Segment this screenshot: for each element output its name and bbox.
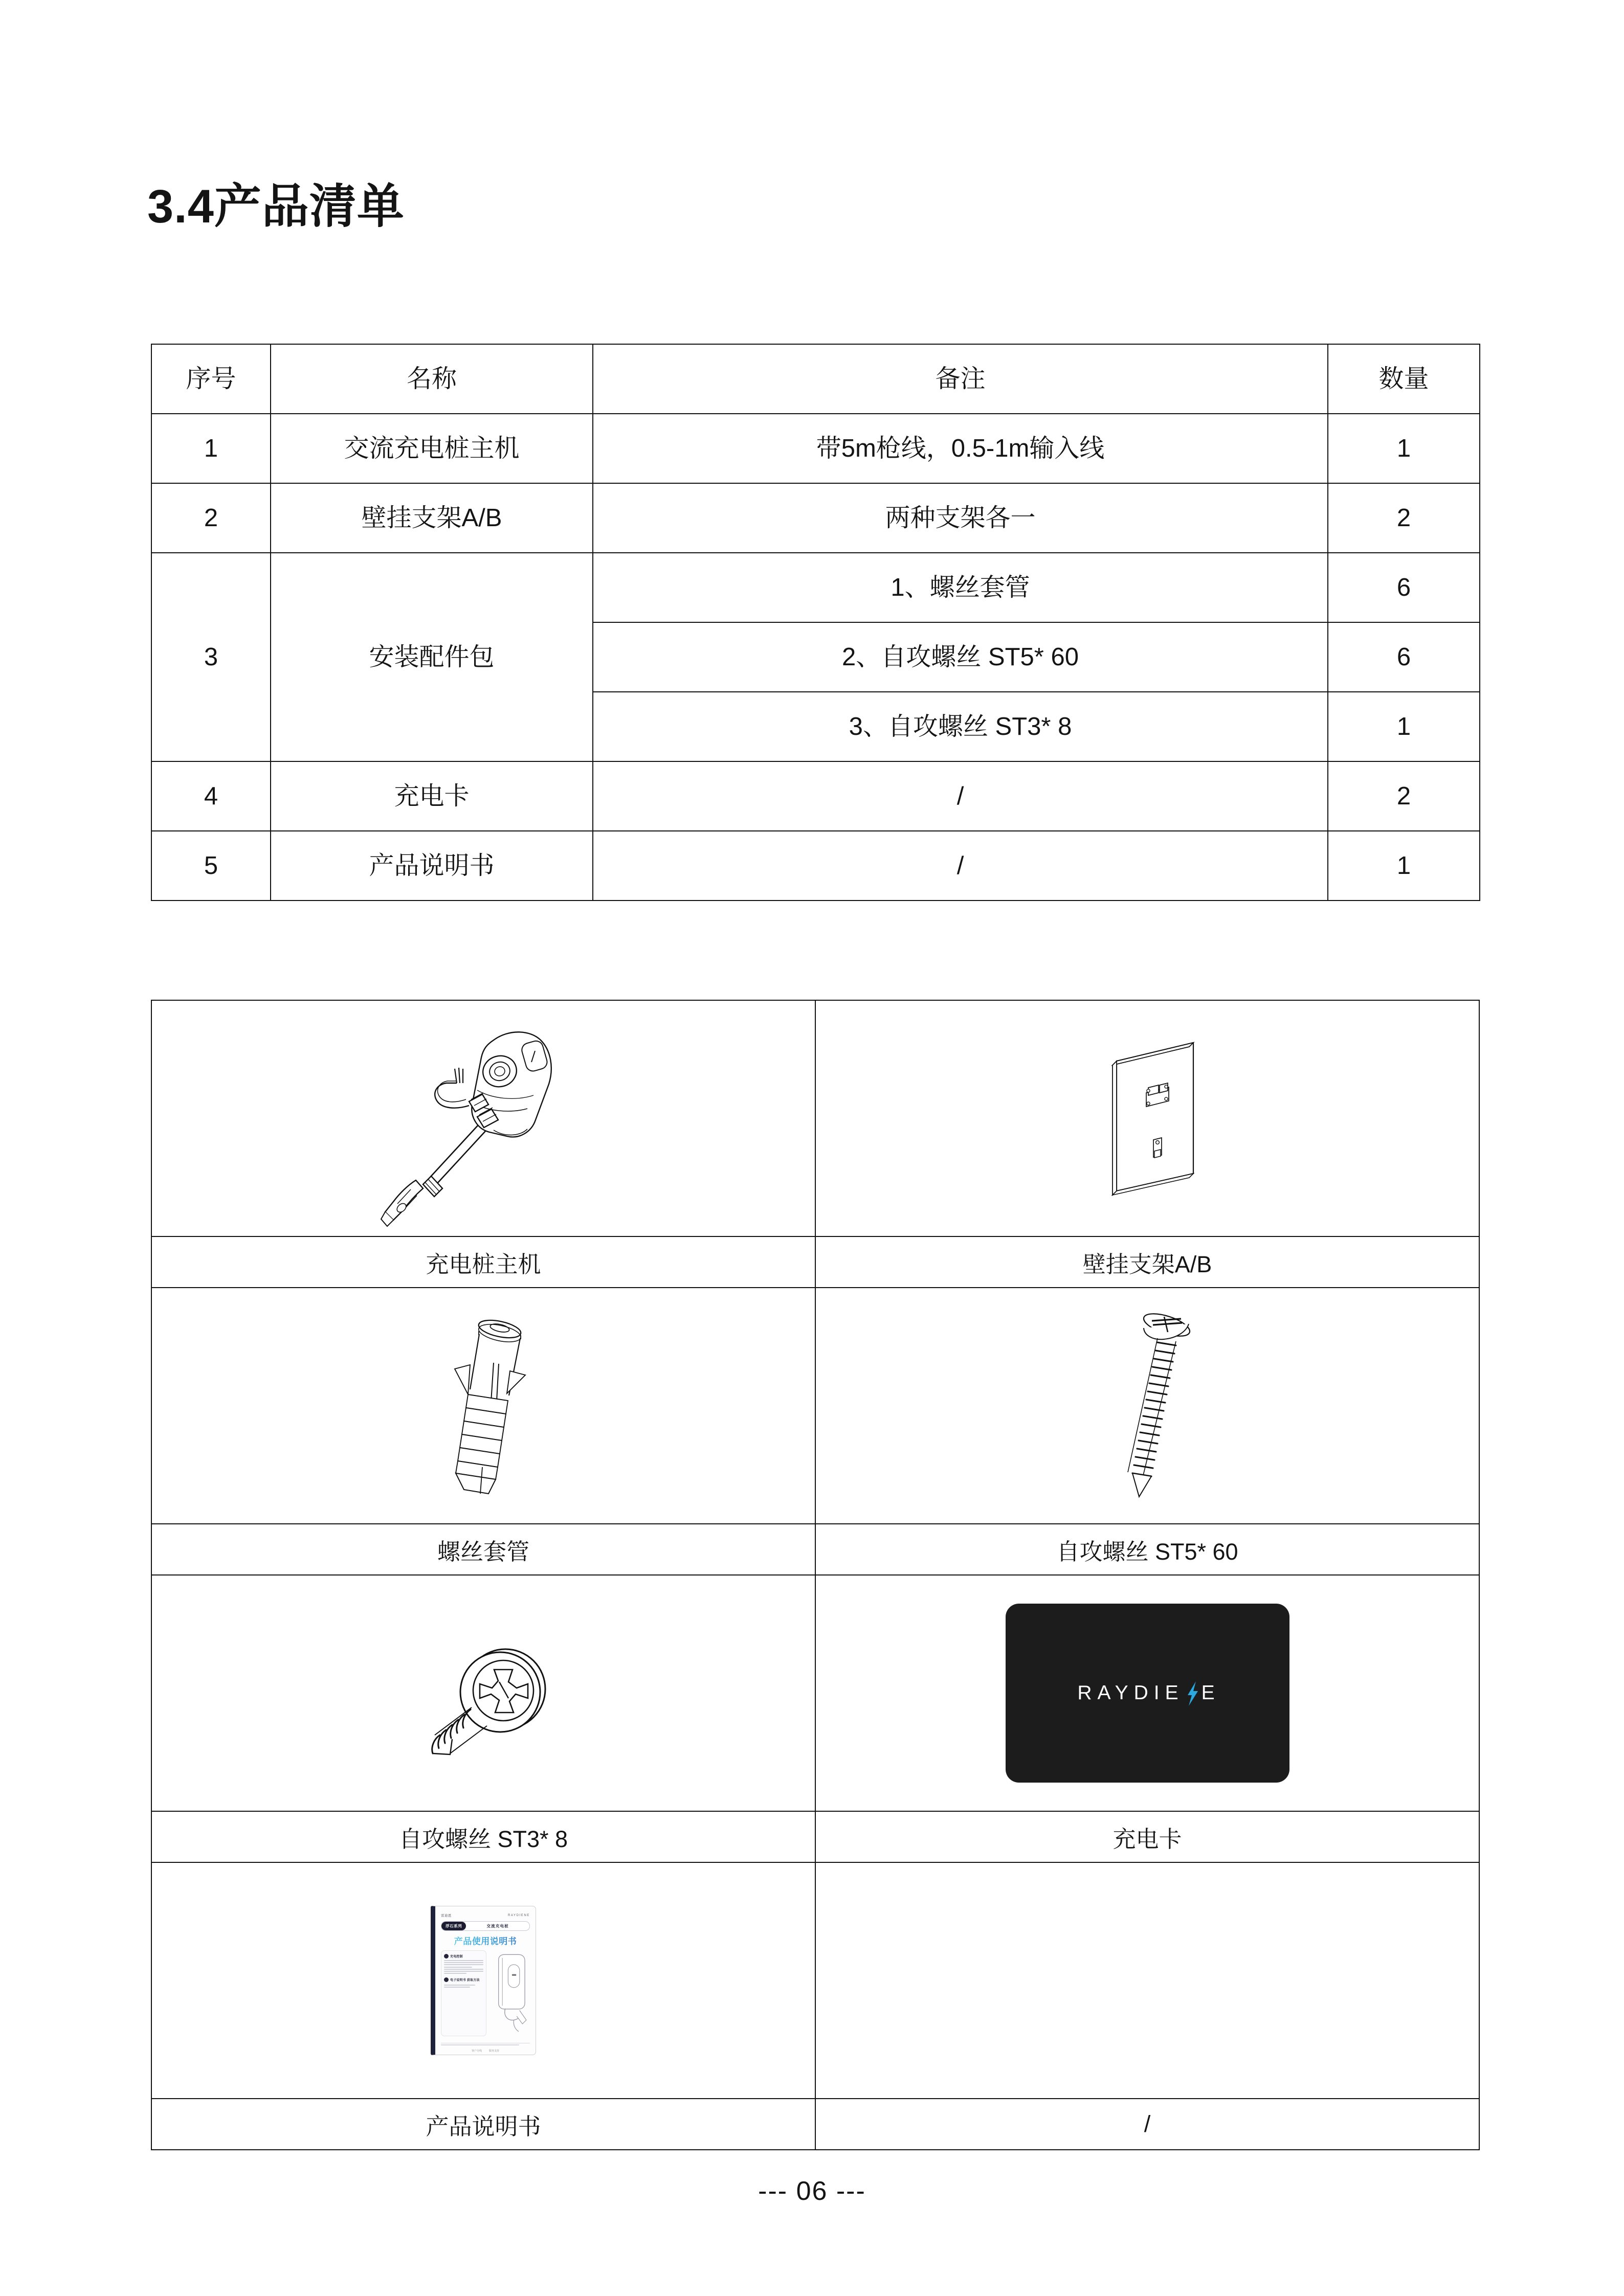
manual-brand-en: RAYDIENE bbox=[507, 1914, 530, 1917]
charge-control-icon bbox=[444, 1954, 449, 1959]
table-header-row bbox=[151, 344, 1480, 414]
header-no: 序号 bbox=[151, 344, 271, 414]
cell-remark: 1、螺丝套管 bbox=[593, 553, 1328, 622]
cell-remark: 两种支架各一 bbox=[593, 483, 1328, 553]
cell-qty: 6 bbox=[1328, 553, 1480, 622]
cell-name: 产品说明书 bbox=[271, 831, 593, 901]
manual-series-badge bbox=[441, 1921, 530, 1931]
screw-sleeve-illustration bbox=[152, 1288, 815, 1523]
header-qty: 数量 bbox=[1328, 344, 1480, 414]
cell-no: 3 bbox=[151, 553, 271, 761]
header-name: 名称 bbox=[271, 344, 593, 414]
figure-row bbox=[151, 1575, 1479, 1811]
caption-manual: 产品说明书 bbox=[151, 2099, 815, 2150]
caption-card: 充电卡 bbox=[815, 1811, 1479, 1862]
caption-sleeve: 螺丝套管 bbox=[151, 1524, 815, 1575]
cell-remark: 2、自攻螺丝 ST5* 60 bbox=[593, 622, 1328, 692]
cell-qty: 1 bbox=[1328, 692, 1480, 761]
cell-no: 4 bbox=[151, 761, 271, 831]
cell-qty: 6 bbox=[1328, 622, 1480, 692]
cell-qty: 2 bbox=[1328, 761, 1480, 831]
cell-name: 充电卡 bbox=[271, 761, 593, 831]
page-number: --- 06 --- bbox=[758, 2176, 866, 2206]
cell-name: 壁挂支架A/B bbox=[271, 483, 593, 553]
page-title: 3.4产品清单 bbox=[147, 181, 405, 233]
caption-screw-short: 自攻螺丝 ST3* 8 bbox=[151, 1811, 815, 1862]
cell-name: 安装配件包 bbox=[271, 553, 593, 761]
table-row bbox=[151, 483, 1480, 553]
caption-row bbox=[151, 1524, 1479, 1575]
lightning-bolt-icon bbox=[1185, 1681, 1200, 1706]
manual-badge-series: 浮石系列 bbox=[441, 1922, 466, 1930]
figure-cell-manual bbox=[151, 1862, 815, 2099]
header-remark: 备注 bbox=[593, 344, 1328, 414]
figure-row bbox=[151, 1862, 1479, 2099]
charging-card bbox=[1006, 1604, 1289, 1783]
product-list-table bbox=[151, 344, 1480, 901]
figure-cell-empty bbox=[815, 1862, 1479, 2099]
cell-no: 1 bbox=[151, 414, 271, 483]
self-tapping-screw-short-illustration bbox=[152, 1575, 815, 1811]
caption-empty: / bbox=[815, 2099, 1479, 2150]
e-manual-icon bbox=[444, 1977, 449, 1982]
cell-qty: 1 bbox=[1328, 414, 1480, 483]
table-row bbox=[151, 553, 1480, 622]
manual-info-box bbox=[441, 1950, 486, 2036]
cell-remark: / bbox=[593, 831, 1328, 901]
caption-host: 充电桩主机 bbox=[151, 1236, 815, 1288]
caption-row bbox=[151, 1236, 1479, 1288]
cell-qty: 2 bbox=[1328, 483, 1480, 553]
card-brand-suffix: E bbox=[1201, 1682, 1220, 1704]
manual-footer-left: 客户专线 bbox=[471, 2050, 482, 2053]
cell-qty: 1 bbox=[1328, 831, 1480, 901]
caption-row bbox=[151, 1811, 1479, 1862]
figure-cell-screw-short bbox=[151, 1575, 815, 1811]
charging-pile-host-illustration bbox=[152, 1001, 815, 1236]
manual-brand-cn: 雷迪恩 bbox=[441, 1914, 452, 1918]
card-brand-logo bbox=[1074, 1681, 1220, 1705]
figure-row bbox=[151, 1000, 1479, 1236]
figure-cell-bracket bbox=[815, 1000, 1479, 1236]
figure-cell-sleeve bbox=[151, 1288, 815, 1524]
manual-section-2: 电子说明书 获取方法 bbox=[450, 1979, 480, 1983]
wall-bracket-illustration bbox=[816, 1001, 1479, 1236]
cell-remark: / bbox=[593, 761, 1328, 831]
cell-remark: 带5m枪线，0.5-1m输入线 bbox=[593, 414, 1328, 483]
product-manual-illustration bbox=[431, 1906, 536, 2055]
table-row bbox=[151, 831, 1480, 901]
self-tapping-screw-long-illustration bbox=[816, 1288, 1479, 1523]
caption-screw-long: 自攻螺丝 ST5* 60 bbox=[815, 1524, 1479, 1575]
figure-cell-host bbox=[151, 1000, 815, 1236]
manual-headline: 产品使用说明书 bbox=[441, 1934, 530, 1947]
figure-cell-card bbox=[815, 1575, 1479, 1811]
cell-no: 5 bbox=[151, 831, 271, 901]
table-row bbox=[151, 414, 1480, 483]
cell-no: 2 bbox=[151, 483, 271, 553]
product-image-table bbox=[151, 1000, 1480, 2150]
charger-thumbnail-icon bbox=[489, 1950, 530, 2036]
manual-footer-right: 服务支持 bbox=[489, 2050, 500, 2053]
cell-name: 交流充电桩主机 bbox=[271, 414, 593, 483]
caption-bracket: 壁挂支架A/B bbox=[815, 1236, 1479, 1288]
cell-remark: 3、自攻螺丝 ST3* 8 bbox=[593, 692, 1328, 761]
caption-row bbox=[151, 2099, 1479, 2150]
table-row bbox=[151, 761, 1480, 831]
figure-cell-screw-long bbox=[815, 1288, 1479, 1524]
figure-row bbox=[151, 1288, 1479, 1524]
card-brand-prefix: RAYDIE bbox=[1077, 1682, 1184, 1704]
manual-section-1: 充电控制 bbox=[450, 1955, 463, 1959]
manual-badge-product: 交流充电桩 bbox=[486, 1924, 509, 1928]
